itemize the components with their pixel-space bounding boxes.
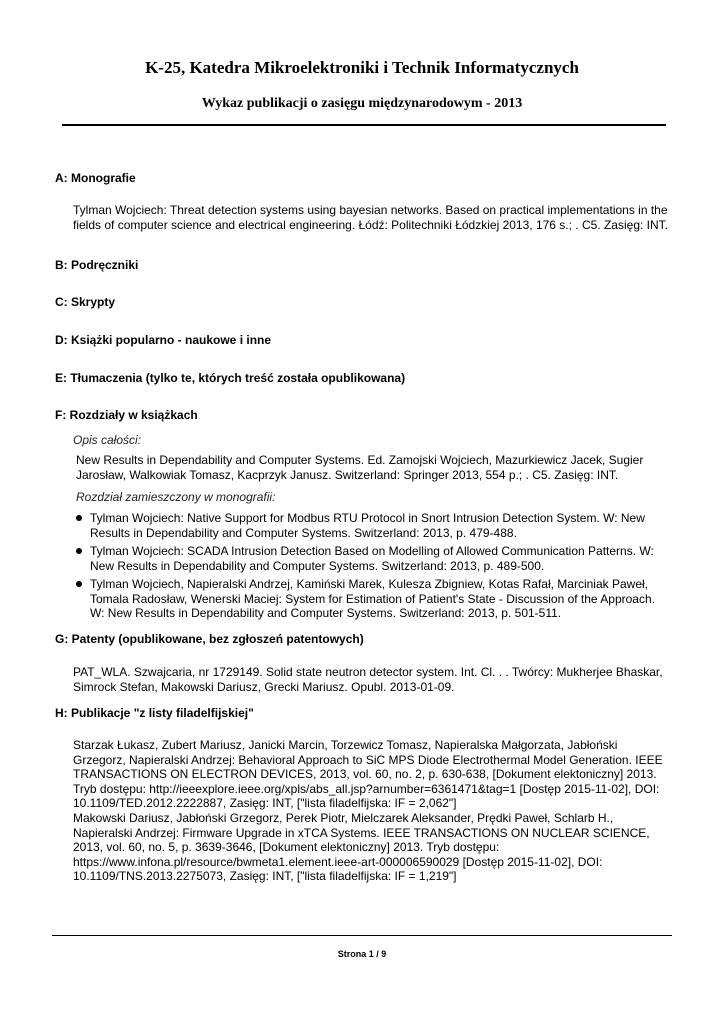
section-c-heading: C: Skrypty bbox=[55, 295, 116, 309]
bullet-icon bbox=[76, 581, 82, 587]
section-d-heading: D: Książki popularno - naukowe i inne bbox=[55, 333, 272, 347]
section-h-entry: Starzak Łukasz, Zubert Mariusz, Janicki Marcin, Torzewicz Tomasz, Napieralska Małgorzata, Jabłoński Grzegorz, Napieralski Andrzej: Behavioral Approach to SiC MPS Diode Electrothermal Model Generation. IEEE TRANSACTIONS ON ELECTRON DEVICES, 2013, vol. 60, no. 2, p. 630-638, [Dokument elektoniczny] 2013. Tryb dostępu: http://ieeexplore.ieee.org/xpls/abs_all.jsp?arnumber=6361471&tag=1 [Dostęp 2015-11-02], DOI: 10.1109/TED.2012.2222887, Zasięg: INT, ["lista filadelfijska: IF = 2,062"] bbox=[73, 738, 663, 811]
section-b-heading: B: Podręczniki bbox=[55, 258, 139, 272]
chapter-list-item: Tylman Wojciech: Native Support for Modbus RTU Protocol in Snort Intrusion Detection System. W: New Results in Dependability and Computer Systems. Switzerland: 2013, p. 479-488. bbox=[90, 511, 645, 540]
section-h-heading: H: Publikacje "z listy filadelfijskiej" bbox=[55, 706, 254, 720]
bullet-icon bbox=[76, 548, 82, 554]
page-number: Strona 1 / 9 bbox=[337, 949, 387, 959]
section-h-entry: Makowski Dariusz, Jabłoński Grzegorz, Perek Piotr, Mielczarek Aleksander, Prędki Paweł, Schlarb H., Napieralski Andrzej: Firmware Upgrade in xTCA Systems. IEEE TRANSACTIONS ON NUCLEAR SCIENCE, 2013, vol. 60, no. 5, p. 3639-3646, [Dokument elektoniczny] 2013. Tryb dostępu: https://www.infona.pl/resource/bwmeta1.element.ieee-art-000006590029 [Dostęp 2015-11-02], DOI: 10.1109/TNS.2013.2275073, Zasięg: INT, ["lista filadelfijska: IF = 1,219"] bbox=[73, 811, 650, 884]
chapter-list-item: Tylman Wojciech, Napieralski Andrzej, Kamiński Marek, Kulesza Zbigniew, Kotas Rafał, Marciniak Paweł, Tomala Radosław, Wenerski Maciej: System for Estimation of Patient's State - Discussion of the Approach. W: New Results in Dependability and Computer Systems. Switzerland: 2013, p. 501-511. bbox=[90, 577, 655, 621]
bullet-icon bbox=[76, 515, 82, 521]
chapter-list-item: Tylman Wojciech: SCADA Intrusion Detection Based on Modelling of Allowed Communication Patterns. W: New Results in Dependability and Computer Systems. Switzerland: 2013, p. 489-500. bbox=[90, 544, 654, 573]
page-subtitle: Wykaz publikacji o zasięgu międzynarodowym - 2013 bbox=[201, 96, 523, 111]
page-title: K-25, Katedra Mikroelektroniki i Technik Informatycznych bbox=[145, 58, 579, 77]
section-f-whole-label: Opis całości: bbox=[73, 433, 142, 447]
section-f-chapter-label: Rozdział zamieszczony w monografii: bbox=[76, 490, 276, 504]
header-divider bbox=[62, 124, 666, 126]
section-a-entry: Tylman Wojciech: Threat detection systems using bayesian networks. Based on practical implementations in the fields of computer science and electrical engineering. Łódź: Politechniki Łódzkiej 2013, 176 s.; . C5. Zasięg: INT. bbox=[73, 203, 668, 232]
section-f-heading: F: Rozdziały w książkach bbox=[55, 408, 198, 422]
section-f-whole-entry: New Results in Dependability and Computer Systems. Ed. Zamojski Wojciech, Mazurkiewicz Jacek, Sugier Jarosław, Walkowiak Tomasz, Kacprzyk Janusz. Switzerland: Springer 2013, 554 p.; . C5. Zasięg: INT. bbox=[76, 453, 644, 482]
section-e-heading: E: Tłumaczenia (tylko te, których treść została opublikowana) bbox=[55, 371, 406, 385]
section-g-entry: PAT_WLA. Szwajcaria, nr 1729149. Solid state neutron detector system. Int. Cl. . . Twórcy: Mukherjee Bhaskar, Simrock Stefan, Makowski Dariusz, Grecki Mariusz. Opubl. 2013-01-09. bbox=[73, 665, 663, 694]
section-a-heading: A: Monografie bbox=[55, 171, 136, 185]
section-g-heading: G: Patenty (opublikowane, bez zgłoszeń patentowych) bbox=[55, 632, 364, 646]
footer-divider bbox=[52, 935, 672, 936]
